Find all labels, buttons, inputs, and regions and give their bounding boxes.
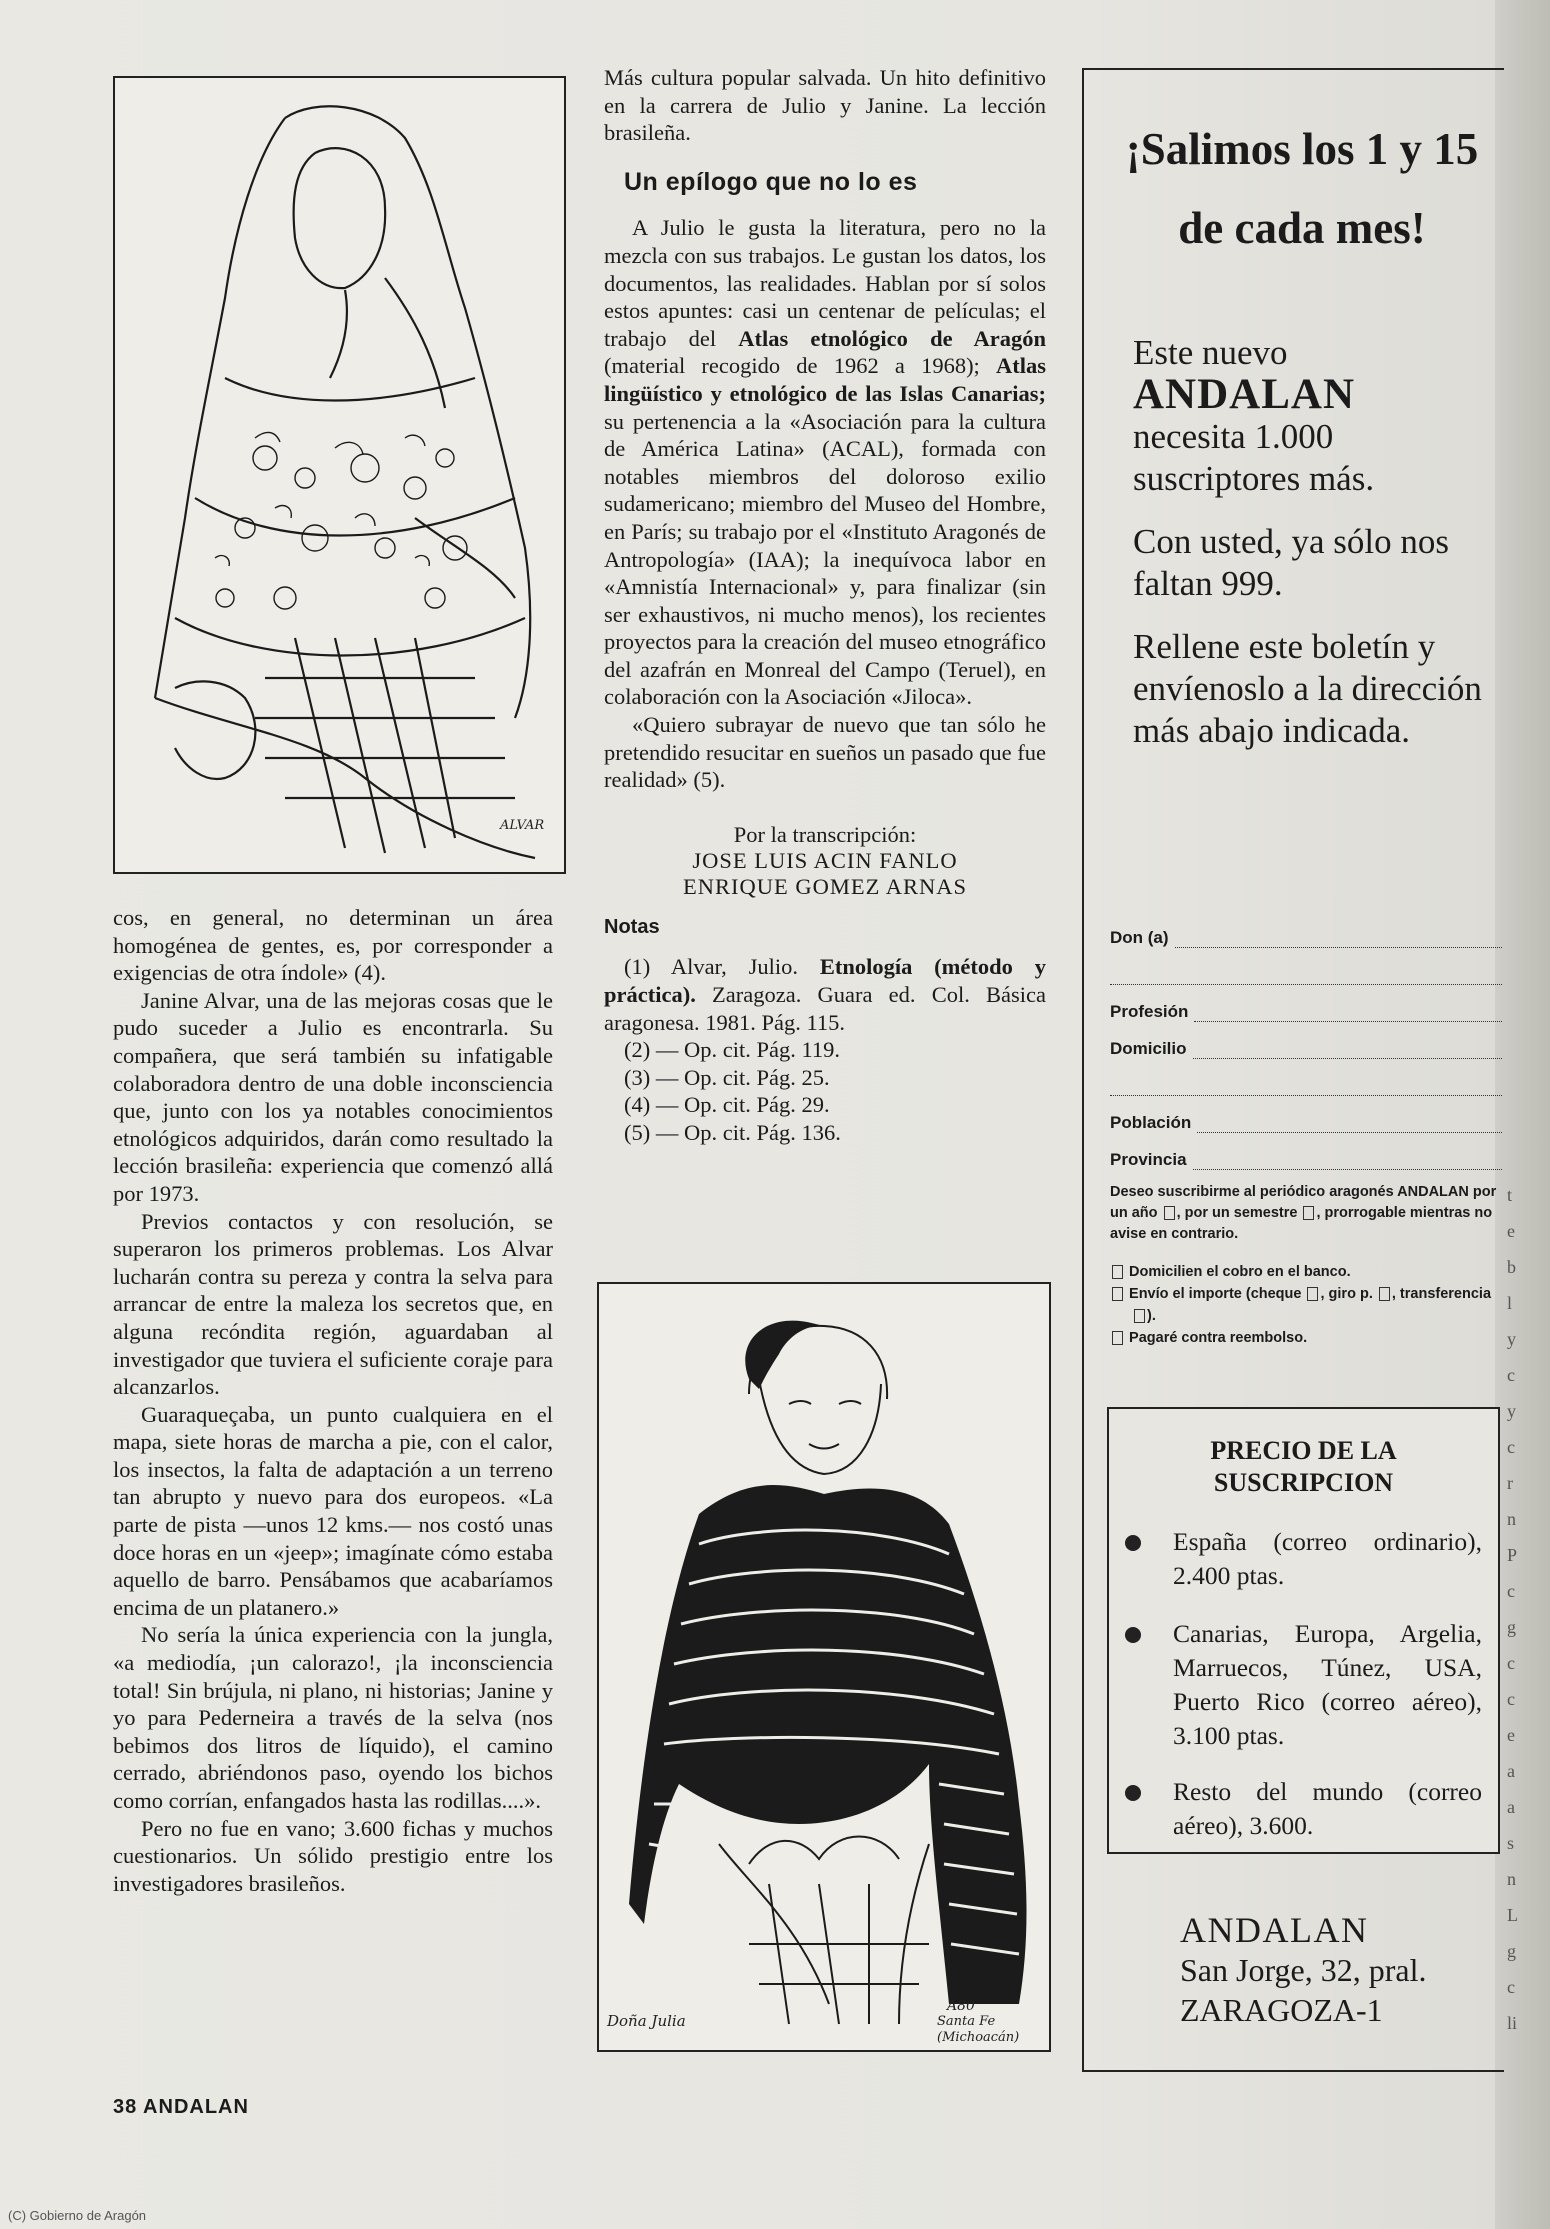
price-text: Resto del mundo (correo aéreo), 3.600. (1173, 1777, 1482, 1840)
edge-letter: n (1507, 1869, 1516, 1889)
illustration-woman-shawl (113, 76, 566, 874)
field-name-continued[interactable] (1110, 948, 1502, 985)
page-folio: 38 ANDALAN (113, 2096, 249, 2118)
year-checkbox[interactable] (1164, 1206, 1175, 1220)
illustration-dona-julia (597, 1282, 1051, 2052)
price-item (1173, 1775, 1482, 1843)
text-run: , por un semestre (1176, 1205, 1298, 1221)
field-line[interactable] (1110, 1077, 1502, 1096)
edge-letter: e (1507, 1221, 1515, 1241)
option-label: , transferencia (1391, 1286, 1492, 1302)
edge-letter: P (1507, 1545, 1518, 1565)
illustration-signature: ALVAR (500, 818, 545, 833)
paragraph: «Quiero subrayar de nuevo que tan sólo he pretendido resucitar en sueños un pasado que fue realidad» (5). (604, 712, 1046, 793)
edge-letter: a (1507, 1761, 1515, 1781)
field-address-continued[interactable] (1110, 1059, 1502, 1096)
edge-letter: c (1507, 1689, 1515, 1709)
edge-letter: g (1507, 1617, 1516, 1637)
notes-list (604, 1036, 1046, 1146)
remit-checkbox[interactable] (1112, 1287, 1123, 1301)
signature-label: Por la transcripción: (733, 821, 917, 847)
option-label: Pagaré contra reembolso. (1129, 1330, 1308, 1346)
edge-letter: c (1507, 1653, 1515, 1673)
subscription-terms (1110, 1182, 1502, 1245)
copyright-notice: (C) Gobierno de Aragón (8, 2208, 147, 2223)
address-line: ZARAGOZA-1 (1180, 1992, 1383, 2028)
text-run: Deseo suscribirme al periódico aragonés ANDALAN por un año (1110, 1184, 1497, 1221)
edge-letter: n (1507, 1509, 1516, 1529)
field-label: Profesión (1110, 1002, 1189, 1021)
paragraph (604, 214, 1046, 711)
ad-promo-text (1133, 332, 1503, 773)
edge-letter: y (1507, 1329, 1516, 1349)
price-item (1173, 1617, 1482, 1753)
price-title (1109, 1435, 1498, 1499)
author-name: JOSE LUIS ACIN FANLO (692, 847, 958, 873)
field-line[interactable] (1194, 1003, 1502, 1022)
field-address[interactable] (1110, 1022, 1502, 1059)
option-label: Envío el importe (cheque (1129, 1286, 1302, 1302)
edge-letter: l (1507, 1293, 1513, 1313)
edge-letter: s (1507, 1833, 1515, 1853)
edge-letter: L (1507, 1905, 1518, 1925)
text-run: (material recogido de 1962 a 1968); (604, 353, 996, 379)
field-label: Don (a) (1110, 928, 1169, 947)
note: (3) — Op. cit. Pág. 25. (624, 1064, 830, 1090)
field-label: Provincia (1110, 1150, 1187, 1169)
promo-line: necesita 1.000 suscriptores más. (1133, 417, 1375, 498)
edge-letter: c (1507, 1977, 1515, 1997)
promo-block: Con usted, ya sólo nos faltan 999. (1133, 522, 1449, 603)
author-name: ENRIQUE GOMEZ ARNAS (682, 873, 967, 899)
option-label: ). (1147, 1308, 1156, 1324)
price-text: Canarias, Europa, Argelia, Marruecos, Túnez, USA, Puerto Rico (correo aéreo), 3.100 ptas. (1173, 1619, 1482, 1750)
price-title-line: SUSCRIPCION (1213, 1468, 1394, 1497)
field-line[interactable] (1193, 1040, 1502, 1059)
bold-title: Etnología (método y práctica). (604, 954, 1046, 1008)
text-run: su pertenencia a la «Asociación para la cultura de América Latina» (ACAL), formada con notables miembros del doloroso exilio sudamericano; miembro del Museo del Hombre, en París; su trabajo por el «Instituto Aragonés de Antropología» (IAA); la inequívoca labor en «Amnistía Internacional» y, para finalizar (sin ser exhaustivos, ni mucho menos), los recientes proyectos para la creación del museo etnográfico del azafrán en Monreal del Campo (Teruel), en colaboración con la Asociación «Jiloca». (604, 408, 1046, 710)
cod-checkbox[interactable] (1112, 1331, 1123, 1345)
mailing-address (1180, 1910, 1426, 2030)
subscription-form (1110, 911, 1502, 1349)
note: (2) — Op. cit. Pág. 119. (624, 1037, 841, 1063)
notes-heading: Notas (604, 915, 660, 938)
field-town[interactable] (1110, 1096, 1502, 1133)
bullet-icon (1125, 1627, 1141, 1643)
bank-checkbox[interactable] (1112, 1265, 1123, 1279)
giro-checkbox[interactable] (1379, 1287, 1390, 1301)
paragraph: No sería la única experiencia con la jungla, «a mediodía, ¡un calorazo!, ¡la inconsciencia total! Sin brújula, ni plano, ni historias; Janine y yo para Pederneira a través de la selva (nos bebimos dos litros de líquido), el camino cerrado, abriéndonos paso, oyendo los bichos como corrían, enfangados hasta las rodillas....». (113, 1622, 553, 1813)
field-label: Población (1110, 1113, 1192, 1132)
paragraph: cos, en general, no determinan un área homogénea de gentes, es, por corresponder a exigencias de otra índole» (4). (113, 905, 553, 986)
edge-letter: b (1507, 1257, 1516, 1277)
edge-letter: c (1507, 1365, 1515, 1385)
payment-options (1110, 1261, 1502, 1349)
text-run: A Julio le gusta la literatura, pero no la mezcla con sus trabajos. Le gustan los datos, los documentos, las realidades. Hablan por sí solos estos apuntes: casi un centenar de películas; el trabajo del (604, 215, 1046, 351)
field-name[interactable] (1110, 911, 1502, 948)
text-run: , prorrogable mientras no avise en contrario. (1110, 1205, 1493, 1242)
article-column-1 (113, 904, 553, 1897)
illustration-note: (Michoacán) (937, 2030, 1020, 2045)
address-name: ANDALAN (1180, 1910, 1369, 1950)
semester-checkbox[interactable] (1303, 1206, 1314, 1220)
field-line[interactable] (1197, 1114, 1502, 1133)
paragraph: Pero no fue en vano; 3.600 fichas y muchos cuestionarios. Un sólido prestigio entre los investigadores brasileños. (113, 1815, 553, 1896)
field-line[interactable] (1110, 966, 1502, 985)
edge-letter: e (1507, 1725, 1515, 1745)
address-line: San Jorge, 32, pral. (1180, 1952, 1427, 1988)
price-box (1107, 1407, 1500, 1854)
illustration-note: Santa Fe (937, 2014, 996, 2029)
illustration-note: A80 (947, 1998, 975, 2014)
headline-line: ¡Salimos los 1 y 15 (1125, 124, 1479, 174)
note: (4) — Op. cit. Pág. 29. (624, 1092, 830, 1118)
price-text: España (correo ordinario), 2.400 ptas. (1173, 1527, 1482, 1590)
price-title-line: PRECIO DE LA (1210, 1436, 1397, 1465)
signature-block (604, 822, 1046, 900)
payment-option[interactable] (1110, 1283, 1502, 1327)
edge-letter: a (1507, 1797, 1515, 1817)
edge-letter: t (1507, 1185, 1513, 1205)
article-column-2 (604, 64, 1046, 1147)
payment-option[interactable] (1110, 1261, 1502, 1283)
illustration-caption: Doña Julia (607, 2012, 686, 2030)
headline-line: de cada mes! (1178, 203, 1426, 253)
field-profession[interactable] (1110, 985, 1502, 1022)
text-run: (1) Alvar, Julio. (624, 954, 820, 980)
field-label: Domicilio (1110, 1039, 1187, 1058)
edge-letter: r (1507, 1473, 1513, 1493)
promo-line: Este nuevo (1133, 333, 1288, 372)
note: (5) — Op. cit. Pág. 136. (624, 1120, 841, 1145)
transfer-checkbox[interactable] (1134, 1309, 1145, 1323)
text-run: Zaragoza. Guara ed. Col. Básica aragonesa. 1981. Pág. 115. (604, 982, 1046, 1035)
field-line[interactable] (1193, 1151, 1502, 1170)
field-province[interactable] (1110, 1133, 1502, 1170)
price-item (1173, 1525, 1482, 1593)
edge-letter: li (1507, 2013, 1518, 2033)
bullet-icon (1125, 1535, 1141, 1551)
payment-option[interactable] (1110, 1327, 1502, 1349)
subheading: Un epílogo que no lo es (624, 167, 918, 196)
paragraph: Janine Alvar, una de las mejoras cosas que le pudo suceder a Julio es encontrarla. Su compañera, que será también su infatigable colaboradora dentro de una doble inconsciencia que, junto con los ya notables conocimientos etnológicos adquiridos, darán como resultado la lección brasileña: experiencia que comenzó allá por 1973. (113, 987, 553, 1206)
paragraph: Más cultura popular salvada. Un hito definitivo en la carrera de Julio y Janine. La lección brasileña. (604, 65, 1046, 146)
promo-block: Rellene este boletín y envíenoslo a la dirección más abajo indicada. (1133, 627, 1482, 750)
edge-letter: g (1507, 1941, 1516, 1961)
field-line[interactable] (1175, 929, 1502, 948)
option-label: Domicilien el cobro en el banco. (1129, 1264, 1351, 1280)
promo-block (1133, 332, 1503, 500)
cheque-checkbox[interactable] (1307, 1287, 1318, 1301)
ad-headline (1097, 110, 1507, 268)
edge-letter: c (1507, 1581, 1515, 1601)
bold-title: Atlas lingüístico y etnológico de las Islas Canarias; (604, 353, 1046, 406)
edge-letter: y (1507, 1401, 1516, 1421)
bullet-icon (1125, 1785, 1141, 1801)
woman-shawl-drawing (115, 78, 564, 872)
paragraph: Previos contactos y con resolución, se superaron los primeros problemas. Los Alvar lucharán contra su pereza y contra la selva para arrancar de entre la maleza los secretos que, en alguna recóndita región, aguardaban al investigador que tuviera el suficiente coraje para alcanzarlos. (113, 1208, 553, 1400)
bold-title: Atlas etnológico de Aragón (738, 325, 1046, 351)
option-label: , giro p. (1320, 1286, 1373, 1302)
edge-letter: c (1507, 1437, 1515, 1457)
dona-julia-drawing (599, 1284, 1049, 2050)
note (604, 953, 1046, 1036)
paragraph: Guaraqueçaba, un punto cualquiera en el mapa, siete horas de marcha a pie, con el calor, los insectos, la falta de adaptación a un terreno tan abrupto y nuevo para dos europeos. «La parte de pista —unos 12 kms.— nos costó unas doce horas en un «jeep»; imagínate cómo estaba aquello de barro. Pensábamos que acabaríamos encima de un platanero.» (113, 1401, 553, 1620)
brand-name: ANDALAN (1133, 371, 1355, 418)
